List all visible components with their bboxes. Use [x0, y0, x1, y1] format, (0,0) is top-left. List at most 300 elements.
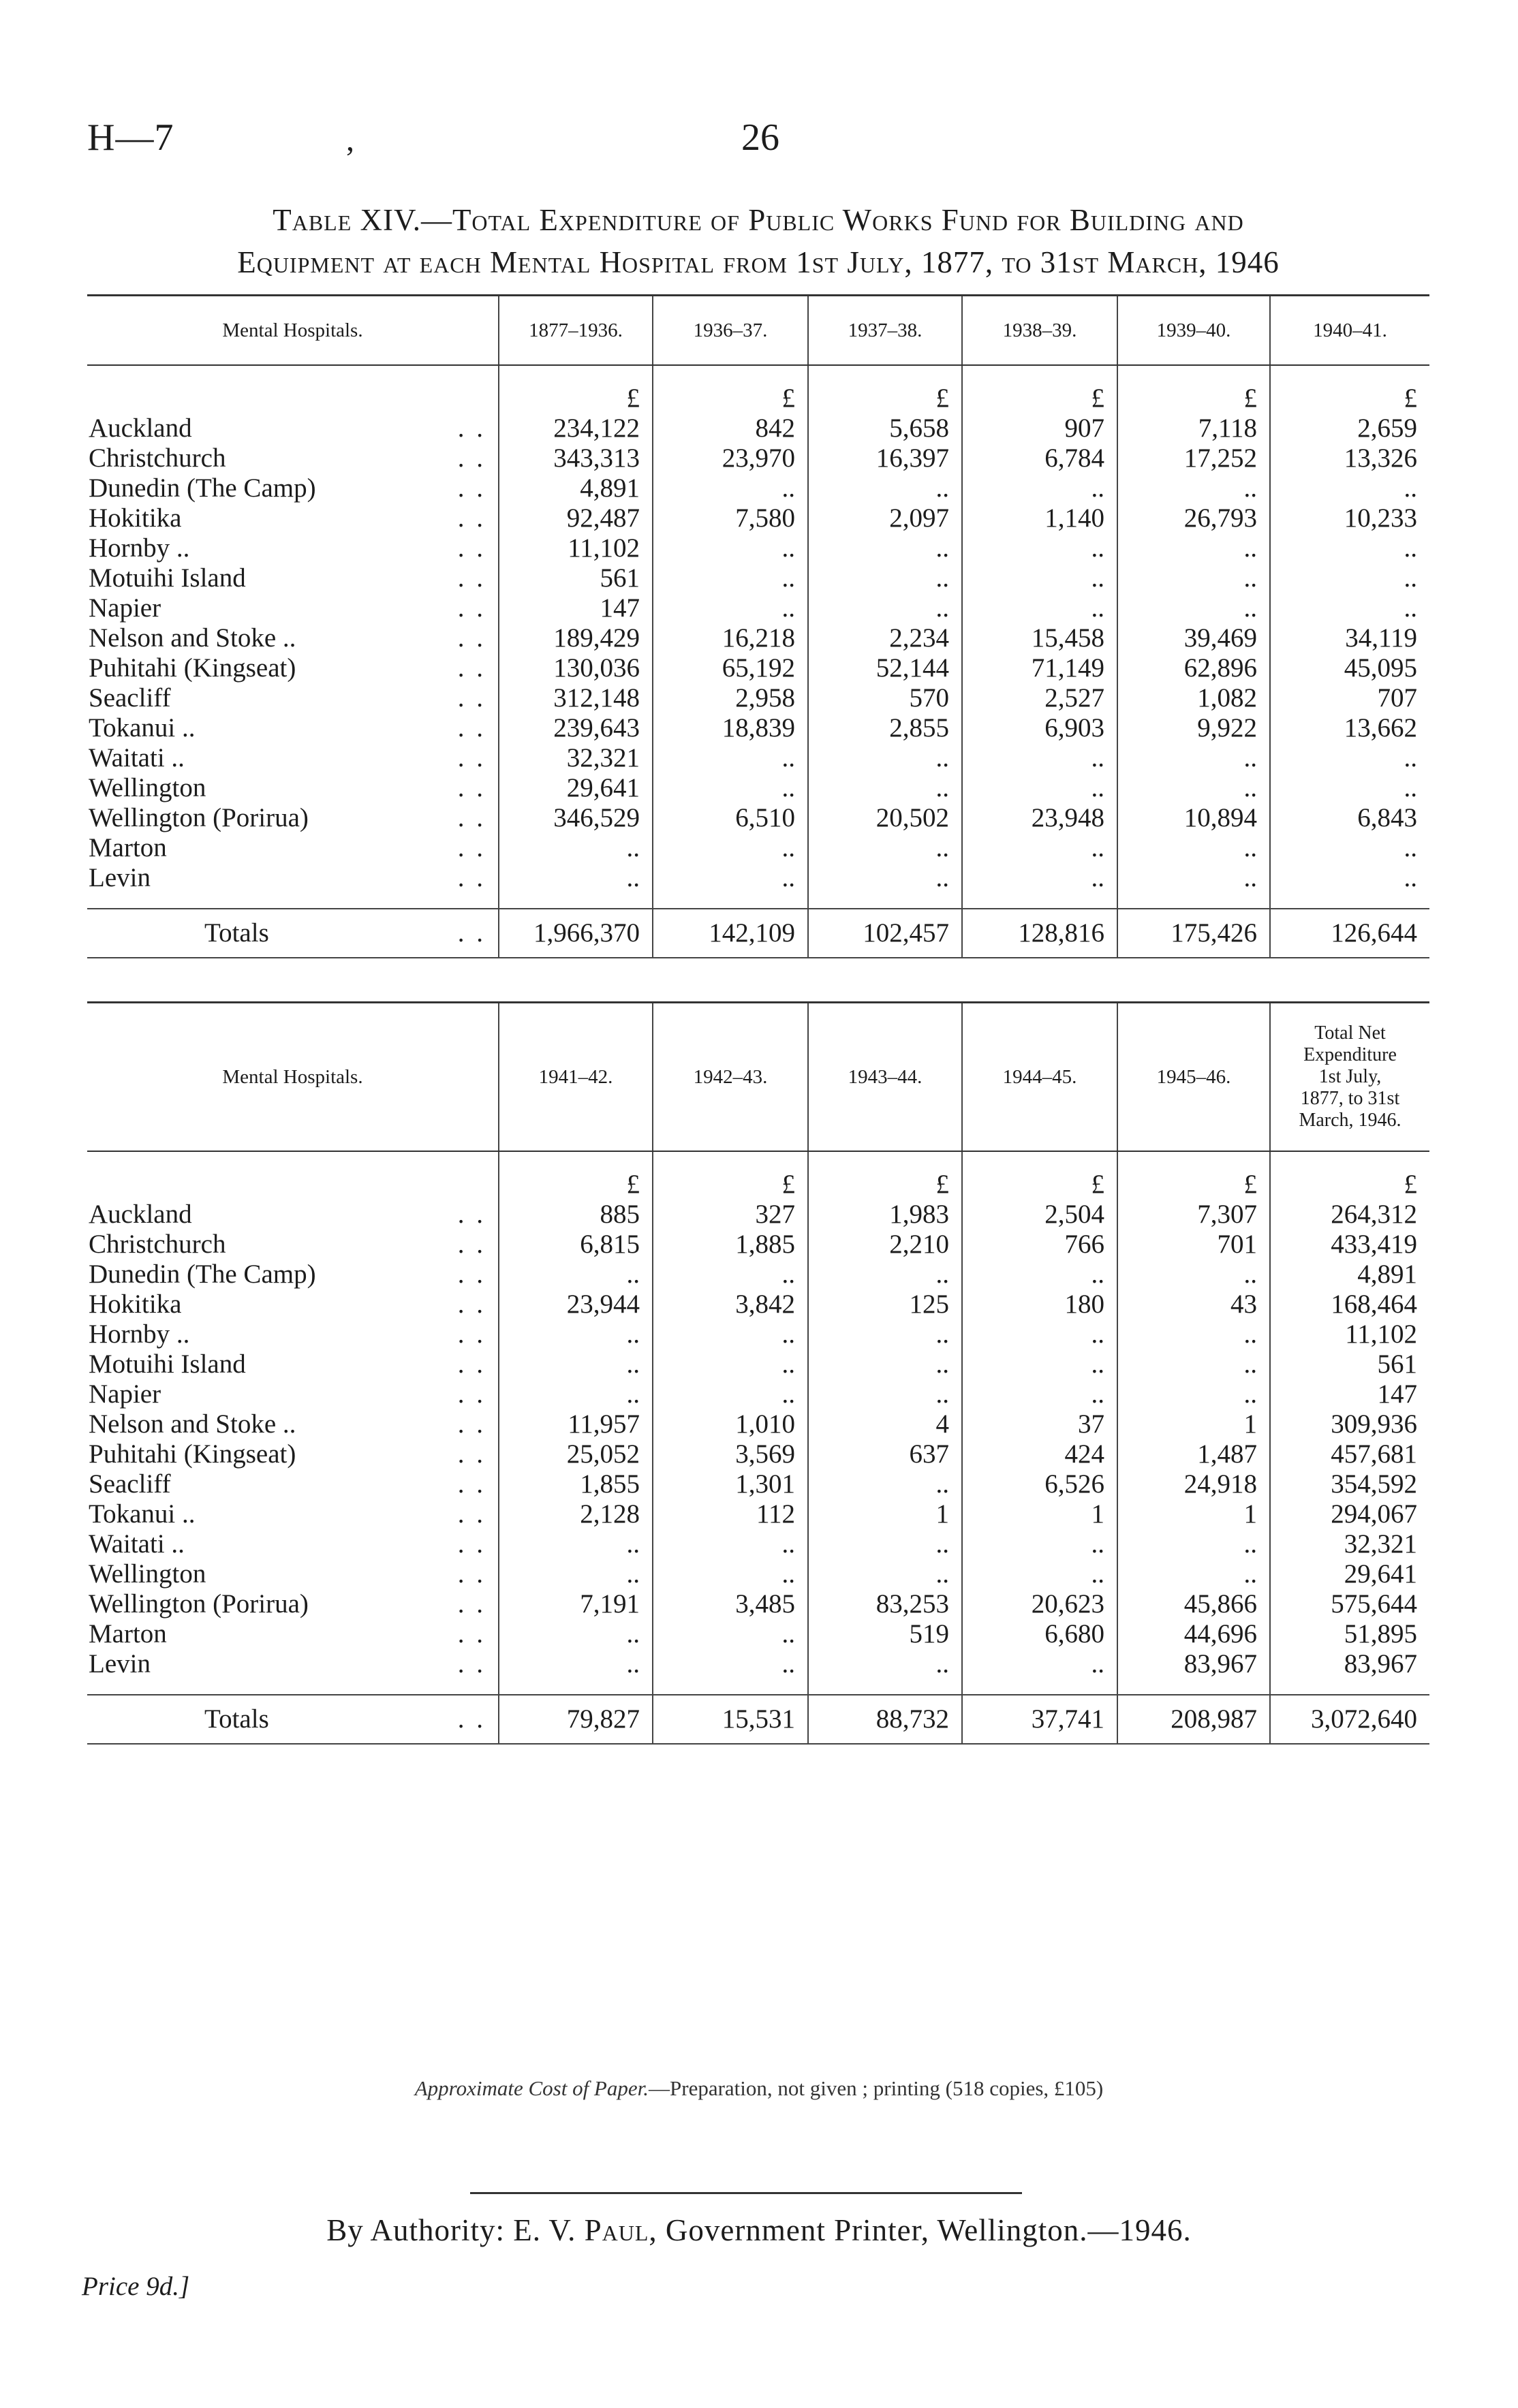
value-cell: 45,095	[1270, 653, 1429, 683]
column-header: 1944–45.	[962, 1003, 1117, 1152]
value-cell: 2,527	[962, 683, 1117, 713]
table-title-line-1: Table XIV.—Total Expenditure of Public Works Fund for Building and	[273, 203, 1244, 237]
hospital-name: Tokanui ..	[89, 713, 200, 742]
hospital-name-cell	[87, 1379, 499, 1409]
value-cell: ..	[1117, 593, 1270, 623]
cost-label: Approximate Cost of Paper.	[414, 2076, 649, 2100]
value-cell: 1,487	[1117, 1439, 1270, 1469]
value-cell: ..	[653, 833, 808, 863]
value-cell: ..	[1117, 773, 1270, 803]
table-row	[87, 1649, 1429, 1679]
value-cell: 4,891	[1270, 1260, 1429, 1289]
table-row	[87, 443, 1429, 473]
value-cell: ..	[1117, 1260, 1270, 1289]
total-value-cell: 126,644	[1270, 909, 1429, 958]
dot-leader: . .	[457, 1619, 486, 1648]
value-cell: 32,321	[499, 743, 653, 773]
cost-of-paper-note	[0, 2076, 1518, 2101]
table-row	[87, 1469, 1429, 1499]
value-cell: 2,958	[653, 683, 808, 713]
hospital-name: Tokanui ..	[89, 1499, 200, 1529]
hospital-name-cell	[87, 1200, 499, 1230]
hospital-name: Puhitahi (Kingseat)	[89, 653, 300, 683]
value-cell: 561	[499, 563, 653, 593]
value-cell: 3,569	[653, 1439, 808, 1469]
value-cell: 2,097	[808, 503, 962, 533]
dot-leader: . .	[457, 1499, 486, 1529]
value-cell: 2,234	[808, 623, 962, 653]
hospital-name-cell	[87, 833, 499, 863]
value-cell: ..	[1117, 863, 1270, 893]
dot-leader: . .	[457, 1200, 486, 1229]
value-cell: 309,936	[1270, 1409, 1429, 1439]
blank-cell	[87, 893, 499, 909]
hospital-name: Auckland	[89, 413, 196, 443]
hospital-name-cell	[87, 863, 499, 893]
value-cell: ..	[1270, 833, 1429, 863]
value-cell: ..	[1270, 533, 1429, 563]
dot-leader: . .	[457, 533, 486, 563]
value-cell: ..	[808, 743, 962, 773]
value-cell: 71,149	[962, 653, 1117, 683]
value-cell: ..	[808, 1529, 962, 1559]
total-header-line: Total Net	[1314, 1022, 1386, 1044]
value-cell: 3,842	[653, 1289, 808, 1319]
hospital-name-cell	[87, 533, 499, 563]
column-header-total	[1270, 1003, 1429, 1152]
dot-leader: . .	[457, 833, 486, 862]
column-header: 1938–39.	[962, 296, 1117, 366]
value-cell: 2,659	[1270, 413, 1429, 443]
table-row	[87, 1409, 1429, 1439]
table-row	[87, 1589, 1429, 1619]
value-cell: 707	[1270, 683, 1429, 713]
hospital-name: Dunedin (The Camp)	[89, 473, 320, 503]
blank-cell	[1270, 1679, 1429, 1695]
dot-leader: . .	[457, 773, 486, 802]
value-cell: 83,967	[1117, 1649, 1270, 1679]
table-row	[87, 563, 1429, 593]
total-value-cell: 37,741	[962, 1695, 1117, 1744]
value-cell: ..	[808, 1469, 962, 1499]
value-cell: 17,252	[1117, 443, 1270, 473]
value-cell: 180	[962, 1289, 1117, 1319]
value-cell: ..	[499, 1619, 653, 1649]
dot-leader: . .	[457, 473, 486, 503]
hospital-name-cell	[87, 653, 499, 683]
value-cell: 29,641	[499, 773, 653, 803]
hospital-name-cell	[87, 1529, 499, 1559]
value-cell: 23,944	[499, 1289, 653, 1319]
total-value-cell: 208,987	[1117, 1695, 1270, 1744]
total-header-line: 1877, to 31st	[1300, 1088, 1400, 1109]
value-cell: 1	[1117, 1409, 1270, 1439]
totals-label-cell	[87, 909, 499, 958]
dot-leader: . .	[457, 1379, 486, 1409]
dot-leader: . .	[457, 1409, 486, 1439]
hospital-name: Wellington (Porirua)	[89, 803, 313, 832]
hospital-name: Napier	[89, 1379, 165, 1409]
value-cell: 112	[653, 1499, 808, 1529]
value-cell: 125	[808, 1289, 962, 1319]
value-cell: ..	[653, 1349, 808, 1379]
hospital-name-cell	[87, 1439, 499, 1469]
value-cell: ..	[653, 1529, 808, 1559]
currency-cell: £	[1117, 1151, 1270, 1200]
blank-cell	[87, 1679, 499, 1695]
value-cell: ..	[499, 1349, 653, 1379]
value-cell: ..	[1117, 1379, 1270, 1409]
dot-leader: . .	[457, 1469, 486, 1499]
value-cell: 346,529	[499, 803, 653, 833]
value-cell: ..	[653, 563, 808, 593]
value-cell: ..	[499, 1649, 653, 1679]
hospital-name-cell	[87, 1559, 499, 1589]
value-cell: 34,119	[1270, 623, 1429, 653]
dot-leader: . .	[457, 503, 486, 533]
total-value-cell: 15,531	[653, 1695, 808, 1744]
printer-surname: Paul	[584, 2213, 649, 2247]
dot-leader: . .	[457, 713, 486, 742]
hospital-name: Hokitika	[89, 503, 185, 533]
currency-cell: £	[653, 365, 808, 413]
value-cell: 885	[499, 1200, 653, 1230]
hospital-name-cell	[87, 1319, 499, 1349]
value-cell: 168,464	[1270, 1289, 1429, 1319]
value-cell: 6,784	[962, 443, 1117, 473]
table-row	[87, 1349, 1429, 1379]
blank-cell	[962, 893, 1117, 909]
value-cell: 26,793	[1117, 503, 1270, 533]
authority-prefix: By Authority:	[326, 2213, 505, 2247]
value-cell: 20,623	[962, 1589, 1117, 1619]
blank-cell	[962, 1679, 1117, 1695]
value-cell: ..	[808, 473, 962, 503]
value-cell: ..	[962, 593, 1117, 623]
value-cell: ..	[808, 773, 962, 803]
table-title	[87, 199, 1429, 283]
value-cell: 7,580	[653, 503, 808, 533]
blank-cell	[653, 893, 808, 909]
expenditure-table-1941-1946	[87, 1001, 1429, 1745]
total-header-line: 1st July,	[1318, 1066, 1382, 1087]
value-cell: 11,957	[499, 1409, 653, 1439]
total-value-cell: 175,426	[1117, 909, 1270, 958]
value-cell: 1,140	[962, 503, 1117, 533]
value-cell: 147	[499, 593, 653, 623]
value-cell: ..	[499, 1260, 653, 1289]
spacer-row	[87, 893, 1429, 909]
currency-row	[87, 1151, 1429, 1200]
hospital-name: Christchurch	[89, 443, 230, 473]
blank-cell	[87, 365, 499, 413]
value-cell: 2,504	[962, 1200, 1117, 1230]
blank-cell	[808, 1679, 962, 1695]
hospital-name-cell	[87, 683, 499, 713]
hospital-name-cell	[87, 623, 499, 653]
hospital-name: Levin	[89, 863, 155, 892]
column-header: 1877–1936.	[499, 296, 653, 366]
value-cell: ..	[962, 533, 1117, 563]
table-body	[87, 365, 1429, 958]
value-cell: 11,102	[1270, 1319, 1429, 1349]
value-cell: 1	[962, 1499, 1117, 1529]
table-row	[87, 1200, 1429, 1230]
value-cell: 7,191	[499, 1589, 653, 1619]
hospital-name: Marton	[89, 1619, 171, 1648]
value-cell: ..	[962, 833, 1117, 863]
currency-cell: £	[962, 1151, 1117, 1200]
value-cell: 29,641	[1270, 1559, 1429, 1589]
hospital-name-cell	[87, 1349, 499, 1379]
value-cell: 6,815	[499, 1230, 653, 1260]
dot-leader: . .	[457, 1529, 486, 1559]
value-cell: 234,122	[499, 413, 653, 443]
dot-leader: . .	[457, 863, 486, 892]
currency-cell: £	[499, 1151, 653, 1200]
hospital-name-cell	[87, 1260, 499, 1289]
table-row	[87, 1260, 1429, 1289]
currency-cell: £	[808, 365, 962, 413]
hospital-name: Napier	[89, 593, 165, 623]
value-cell: 637	[808, 1439, 962, 1469]
blank-cell	[499, 893, 653, 909]
value-cell: 1,983	[808, 1200, 962, 1230]
value-cell: ..	[653, 1649, 808, 1679]
value-cell: 519	[808, 1619, 962, 1649]
value-cell: 25,052	[499, 1439, 653, 1469]
blank-cell	[1270, 893, 1429, 909]
value-cell: 354,592	[1270, 1469, 1429, 1499]
value-cell: 23,948	[962, 803, 1117, 833]
value-cell: ..	[653, 1619, 808, 1649]
value-cell: 24,918	[1117, 1469, 1270, 1499]
value-cell: 1,082	[1117, 683, 1270, 713]
total-header-line: March, 1946.	[1299, 1110, 1401, 1131]
value-cell: ..	[1117, 1559, 1270, 1589]
value-cell: 16,218	[653, 623, 808, 653]
value-cell: 2,210	[808, 1230, 962, 1260]
dot-leader: . .	[457, 593, 486, 623]
value-cell: 6,680	[962, 1619, 1117, 1649]
hospital-name: Waitati ..	[89, 743, 189, 772]
table-row	[87, 1230, 1429, 1260]
hospital-name: Hornby ..	[89, 533, 193, 563]
value-cell: ..	[1270, 743, 1429, 773]
currency-cell: £	[1270, 365, 1429, 413]
value-cell: ..	[1117, 1529, 1270, 1559]
value-cell: ..	[499, 1379, 653, 1409]
value-cell: 9,922	[1117, 713, 1270, 743]
table-row	[87, 1559, 1429, 1589]
value-cell: 1,301	[653, 1469, 808, 1499]
hospital-name-cell	[87, 1469, 499, 1499]
value-cell: 83,253	[808, 1589, 962, 1619]
blank-cell	[808, 893, 962, 909]
currency-cell: £	[1270, 1151, 1429, 1200]
hospital-name: Waitati ..	[89, 1529, 189, 1559]
total-value-cell: 3,072,640	[1270, 1695, 1429, 1744]
dot-leader: . .	[457, 1439, 486, 1469]
column-header: 1942–43.	[653, 1003, 808, 1152]
value-cell: ..	[499, 1319, 653, 1349]
hospital-name-cell	[87, 413, 499, 443]
value-cell: 433,419	[1270, 1230, 1429, 1260]
hospital-name: Christchurch	[89, 1230, 230, 1259]
hospital-name-cell	[87, 1230, 499, 1260]
value-cell: ..	[653, 473, 808, 503]
value-cell: 424	[962, 1439, 1117, 1469]
table-row	[87, 1379, 1429, 1409]
currency-cell: £	[962, 365, 1117, 413]
table-row	[87, 863, 1429, 893]
dot-leader: . .	[457, 1230, 486, 1259]
value-cell: ..	[962, 1319, 1117, 1349]
table-row	[87, 1619, 1429, 1649]
value-cell: ..	[499, 1529, 653, 1559]
value-cell: ..	[962, 1649, 1117, 1679]
table-row	[87, 1499, 1429, 1529]
value-cell: ..	[808, 1379, 962, 1409]
value-cell: 11,102	[499, 533, 653, 563]
value-cell: ..	[962, 473, 1117, 503]
value-cell: 2,855	[808, 713, 962, 743]
hospital-name-cell	[87, 1619, 499, 1649]
totals-label: Totals	[204, 1704, 273, 1734]
value-cell: ..	[808, 533, 962, 563]
dot-leader: . .	[457, 1289, 486, 1319]
value-cell: ..	[962, 563, 1117, 593]
dot-leader: . .	[457, 413, 486, 443]
value-cell: ..	[1117, 563, 1270, 593]
value-cell: ..	[1117, 1349, 1270, 1379]
value-cell: ..	[1117, 743, 1270, 773]
value-cell: 1	[808, 1499, 962, 1529]
column-header: 1940–41.	[1270, 296, 1429, 366]
value-cell: 3,485	[653, 1589, 808, 1619]
value-cell: ..	[653, 1379, 808, 1409]
dot-leader: . .	[457, 1559, 486, 1589]
hospital-name-cell	[87, 473, 499, 503]
value-cell: 570	[808, 683, 962, 713]
hospital-name-cell	[87, 443, 499, 473]
value-cell: 44,696	[1117, 1619, 1270, 1649]
value-cell: ..	[808, 1260, 962, 1289]
value-cell: 1,885	[653, 1230, 808, 1260]
value-cell: 6,903	[962, 713, 1117, 743]
hospital-name-cell	[87, 1649, 499, 1679]
blank-cell	[653, 1679, 808, 1695]
value-cell: ..	[499, 833, 653, 863]
value-cell: 18,839	[653, 713, 808, 743]
table-row	[87, 1529, 1429, 1559]
value-cell: 43	[1117, 1289, 1270, 1319]
cost-text: —Preparation, not given ; printing (518 copies, £105)	[649, 2076, 1104, 2100]
table-row	[87, 773, 1429, 803]
dot-leader: . .	[457, 623, 486, 653]
hospital-name-cell	[87, 1409, 499, 1439]
hospital-name: Motuihi Island	[89, 1349, 250, 1379]
value-cell: 13,662	[1270, 713, 1429, 743]
column-header: 1936–37.	[653, 296, 808, 366]
value-cell: 7,118	[1117, 413, 1270, 443]
hospital-name-cell	[87, 1289, 499, 1319]
value-cell: 4	[808, 1409, 962, 1439]
value-cell: ..	[653, 1319, 808, 1349]
column-header: 1941–42.	[499, 1003, 653, 1152]
table-title-line-2: Equipment at each Mental Hospital from 1st July, 1877, to 31st March, 1946	[237, 245, 1280, 279]
value-cell: ..	[808, 1319, 962, 1349]
table-row	[87, 833, 1429, 863]
value-cell: 312,148	[499, 683, 653, 713]
dot-leader: . .	[457, 653, 486, 683]
value-cell: ..	[962, 1349, 1117, 1379]
value-cell: ..	[808, 863, 962, 893]
value-cell: 16,397	[808, 443, 962, 473]
table-row	[87, 473, 1429, 503]
table-row	[87, 533, 1429, 563]
hospital-name: Seacliff	[89, 1469, 175, 1499]
table-row	[87, 1319, 1429, 1349]
value-cell: ..	[1270, 773, 1429, 803]
table-row	[87, 683, 1429, 713]
value-cell: ..	[808, 1559, 962, 1589]
price-note: Price 9d.]	[82, 2272, 190, 2301]
value-cell: 52,144	[808, 653, 962, 683]
value-cell: 2,128	[499, 1499, 653, 1529]
hospital-name-cell	[87, 713, 499, 743]
value-cell: ..	[808, 1649, 962, 1679]
totals-label: Totals	[204, 918, 273, 948]
value-cell: 1,010	[653, 1409, 808, 1439]
value-cell: 561	[1270, 1349, 1429, 1379]
value-cell: ..	[962, 863, 1117, 893]
value-cell: 37	[962, 1409, 1117, 1439]
dot-leader: . .	[457, 443, 486, 473]
print-mark: ,	[346, 122, 354, 158]
value-cell: ..	[808, 833, 962, 863]
totals-label-cell	[87, 1695, 499, 1744]
hospital-name: Hokitika	[89, 1289, 185, 1319]
value-cell: ..	[1270, 863, 1429, 893]
value-cell: ..	[962, 743, 1117, 773]
table-body	[87, 1151, 1429, 1744]
value-cell: 457,681	[1270, 1439, 1429, 1469]
hospital-name: Wellington	[89, 1559, 210, 1589]
value-cell: ..	[962, 1559, 1117, 1589]
printer-initials: E. V.	[513, 2213, 576, 2247]
column-header: 1943–44.	[808, 1003, 962, 1152]
hospital-name: Puhitahi (Kingseat)	[89, 1439, 300, 1469]
column-header: 1937–38.	[808, 296, 962, 366]
hospital-name-cell	[87, 773, 499, 803]
value-cell: ..	[808, 1349, 962, 1379]
value-cell: 5,658	[808, 413, 962, 443]
totals-row	[87, 1695, 1429, 1744]
value-cell: ..	[1117, 833, 1270, 863]
hospital-name-cell	[87, 1499, 499, 1529]
currency-cell: £	[1117, 365, 1270, 413]
hospital-name: Wellington (Porirua)	[89, 1589, 313, 1619]
value-cell: ..	[653, 773, 808, 803]
value-cell: 575,644	[1270, 1589, 1429, 1619]
hospital-name: Marton	[89, 833, 171, 862]
value-cell: 51,895	[1270, 1619, 1429, 1649]
value-cell: 65,192	[653, 653, 808, 683]
value-cell: 13,326	[1270, 443, 1429, 473]
value-cell: ..	[653, 1260, 808, 1289]
value-cell: 294,067	[1270, 1499, 1429, 1529]
